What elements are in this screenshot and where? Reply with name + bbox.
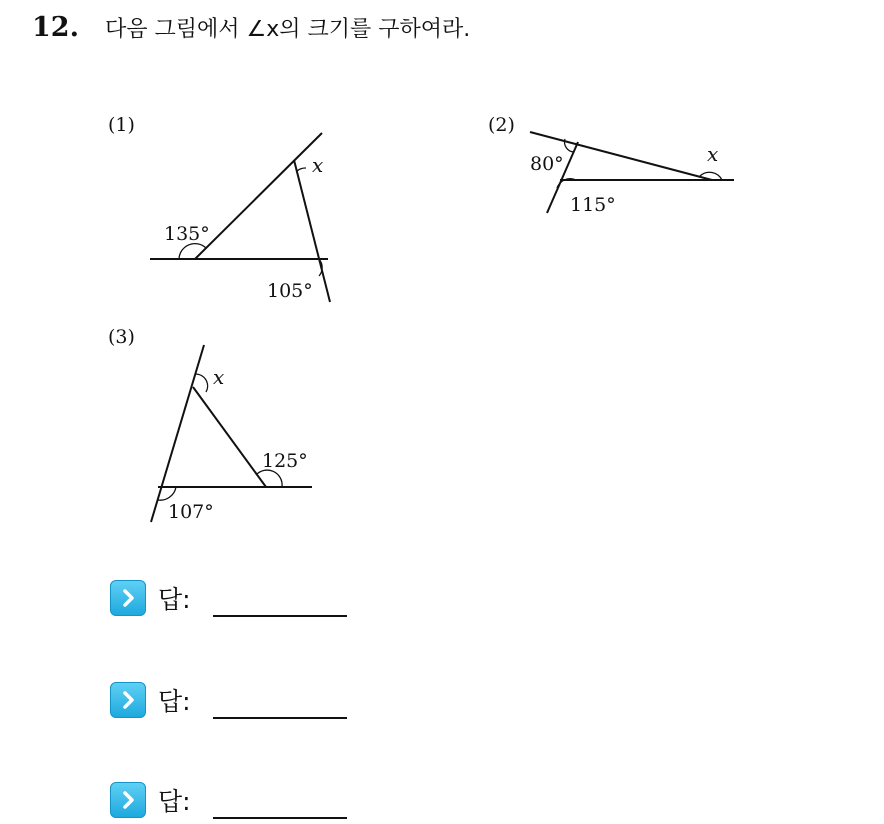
answer-row-2: [110, 680, 347, 720]
figure-1-angle-x: x: [312, 153, 324, 177]
figure-2: [488, 114, 734, 216]
figure-3-right-line: [193, 387, 266, 487]
figure-3-angle-125: 125°: [262, 450, 308, 472]
chevron-right-icon: [110, 682, 146, 718]
figure-1-angle-135: 135°: [164, 223, 210, 245]
figure-3-left-line: [151, 345, 204, 522]
problem-statement: 다음 그림에서 ∠x의 크기를 구하여라.: [104, 17, 471, 42]
figure-3-angle-107: 107°: [168, 501, 214, 523]
figure-1: [108, 114, 330, 302]
chevron-right-icon: [110, 782, 146, 818]
problem-number: 12.: [32, 12, 79, 43]
figure-2-label: (2): [488, 114, 515, 136]
figure-1-arc-top: [297, 168, 306, 171]
figure-2-angle-x: x: [707, 142, 719, 166]
figure-1-label: (1): [108, 114, 135, 136]
answer-blank[interactable]: [213, 615, 347, 617]
figure-3-label: (3): [108, 326, 135, 348]
chevron-right-icon: [110, 580, 146, 616]
figure-1-angle-105: 105°: [267, 280, 313, 302]
figure-3-angle-x: x: [213, 365, 225, 389]
answer-label: 답:: [158, 585, 191, 614]
figure-3-arc-x: [196, 374, 208, 392]
figure-2-angle-80: 80°: [530, 153, 564, 175]
answer-blank[interactable]: [213, 817, 347, 819]
answer-label: 답:: [158, 787, 191, 816]
answer-blank[interactable]: [213, 717, 347, 719]
figure-2-angle-115: 115°: [570, 194, 616, 216]
answer-label: 답:: [158, 687, 191, 716]
figure-3: [108, 326, 312, 523]
answer-row-1: [110, 578, 347, 618]
answer-row-3: [110, 780, 347, 820]
